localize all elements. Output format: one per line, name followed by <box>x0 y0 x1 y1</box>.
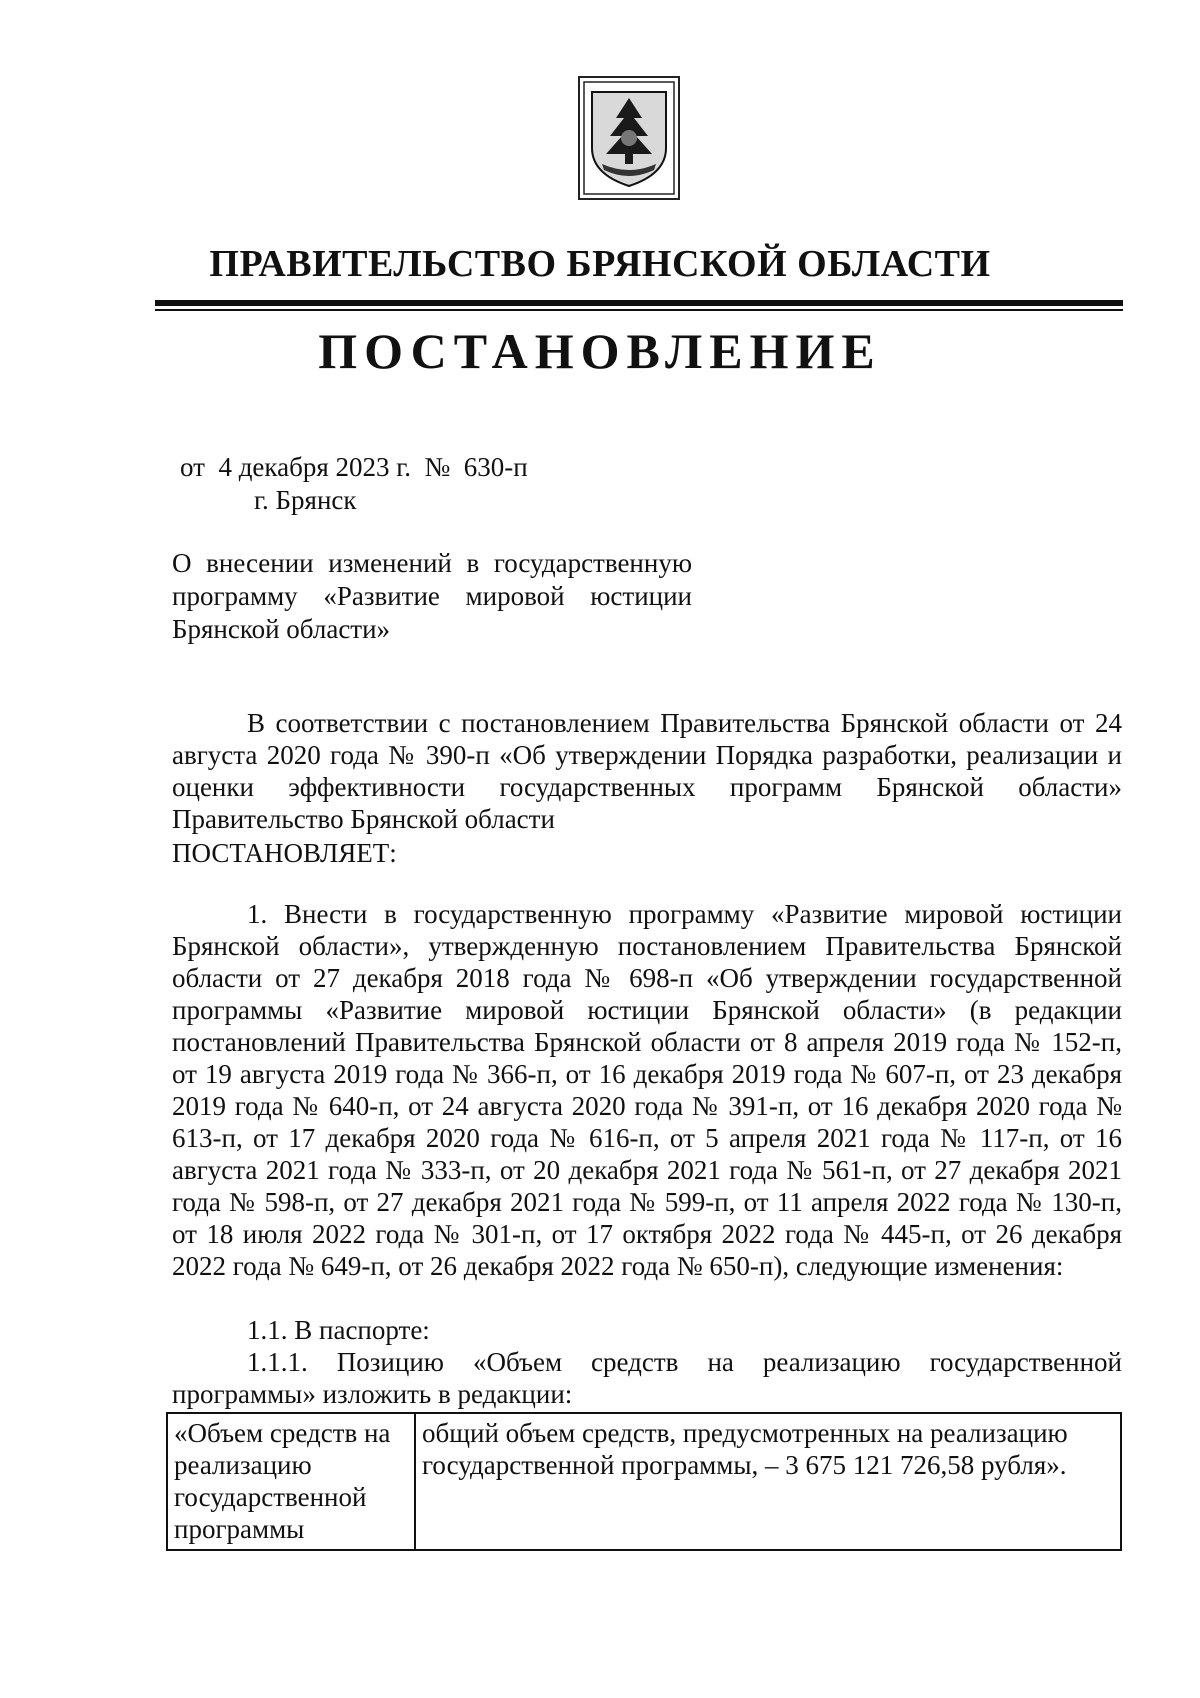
city: г. Брянск <box>254 485 357 515</box>
coat-of-arms-icon <box>578 76 680 200</box>
header-rule-thick <box>155 300 1123 306</box>
item-1-1-1-tail: программы» изложить в редакции: <box>172 1379 573 1409</box>
item-1-paragraph: 1. Внести в государственную программу «Развитие мировой юстиции Брянской области», утвержденную постановлением Правительства Брянской области от 27 декабря 2018 года № 698-п «Об утверждении государственной программы «Развитие мировой юстиции Брянской области» (в редакции постановлений Правительства Брянской области от 8 апреля 2019 года № 152-п, от 19 августа 2019 года № 366-п, от 16 декабря 2019 года № 607-п, от 23 декабря 2019 года № 640-п, от 24 августа 2020 года № 391-п, от 16 декабря 2020 года № 613-п, от 17 декабря 2020 года № 616-п, от 5 апреля 2021 года № 117-п, от 16 августа 2021 года № 333-п, от 20 декабря 2021 года № 561-п, от 27 декабря 2021 года № 598-п, от 27 декабря 2021 года № 599-п, от 11 апреля 2022 года № 130-п, от 18 июля 2022 года № 301-п, от 17 октября 2022 года № 445-п, от 26 декабря 2022 года № 649-п, от 26 декабря 2022 года № 650-п), следующие изменения: <box>172 899 1122 1281</box>
item-1-1-paragraph: 1.1. В паспорте: <box>247 1315 430 1345</box>
subject-line: программу «Развитие мировой юстиции <box>172 581 692 611</box>
document-type: ПОСТАНОВЛЕНИЕ <box>318 323 882 379</box>
item-1-1-1-lead: 1.1.1. Позицию «Объем средств на реализацию государственной <box>247 1347 1122 1377</box>
table-row <box>167 1413 1121 1550</box>
header-rule-thin <box>155 309 1123 311</box>
preamble-paragraph: В соответствии с постановлением Правительства Брянской области от 24 августа 2020 года № 390-п «Об утверждении Порядка разработки, реализации и оценки эффективности государственных программ Брянской области» Правительство Брянской области <box>172 708 1122 834</box>
passport-table <box>166 1412 1122 1551</box>
table-cell-value: общий объем средств, предусмотренных на реализацию государственной программы, – 3 675 121 726,58 рубля». <box>415 1413 1121 1550</box>
document-subject <box>172 547 692 646</box>
date-number-line: от 4 декабря 2023 г. № 630-п <box>180 452 528 482</box>
table-cell-position: «Объем средств на реализацию государственной программы <box>167 1413 415 1550</box>
decree-word: ПОСТАНОВЛЯЕТ: <box>172 838 397 868</box>
item-1-1-1-paragraph <box>172 1346 1122 1410</box>
subject-line: Брянской области» <box>172 614 391 644</box>
subject-line: О внесении изменений в государственную <box>172 548 692 578</box>
government-title: ПРАВИТЕЛЬСТВО БРЯНСКОЙ ОБЛАСТИ <box>209 243 991 285</box>
